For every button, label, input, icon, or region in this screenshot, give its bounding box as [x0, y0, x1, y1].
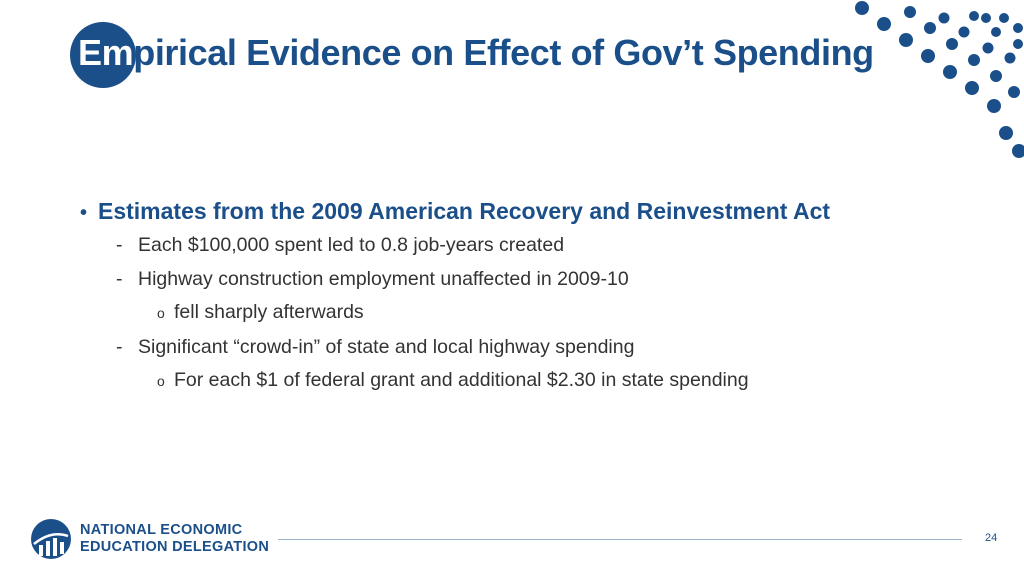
sub-bullet [116, 229, 980, 263]
title-highlight: Em [78, 32, 134, 73]
circle-marker: o [157, 373, 165, 389]
sub-sub-bullet [157, 296, 980, 331]
logo-text [80, 522, 269, 556]
bullet-icon: • [80, 202, 88, 224]
sub-bullet [116, 331, 980, 365]
sub-bullet-text: Significant “crowd-in” of state and local highway spending [138, 335, 635, 358]
title-rest: pirical Evidence on Effect of Gov’t Spending [133, 32, 874, 73]
organization-logo [30, 518, 269, 560]
page-number: 24 [985, 532, 998, 544]
sub-sub-bullet-text: For each $1 of federal grant and additional $2.30 in state spending [174, 369, 749, 391]
main-bullet-text: Estimates from the 2009 American Recovery and Reinvestment Act [98, 198, 831, 224]
slide-body [80, 195, 980, 399]
globe-chart-icon [30, 518, 72, 560]
logo-line-2: EDUCATION DELEGATION [80, 539, 270, 555]
main-bullet [80, 195, 980, 229]
sub-bullet [116, 263, 980, 297]
dash-marker: - [116, 234, 123, 256]
decorative-dots [834, 0, 1024, 170]
dash-marker: - [116, 267, 123, 290]
sub-sub-bullet [157, 364, 980, 399]
sub-bullet-text: Each $100,000 spent led to 0.8 job-years created [138, 234, 565, 256]
sub-bullet-text: Highway construction employment unaffected in 2009-10 [138, 267, 629, 290]
footer-divider [278, 539, 962, 540]
circle-marker: o [157, 305, 165, 321]
page-title [78, 30, 874, 76]
sub-sub-bullet-text: fell sharply afterwards [174, 301, 364, 323]
logo-line-1: NATIONAL ECONOMIC [80, 522, 243, 538]
dash-marker: - [116, 335, 123, 358]
